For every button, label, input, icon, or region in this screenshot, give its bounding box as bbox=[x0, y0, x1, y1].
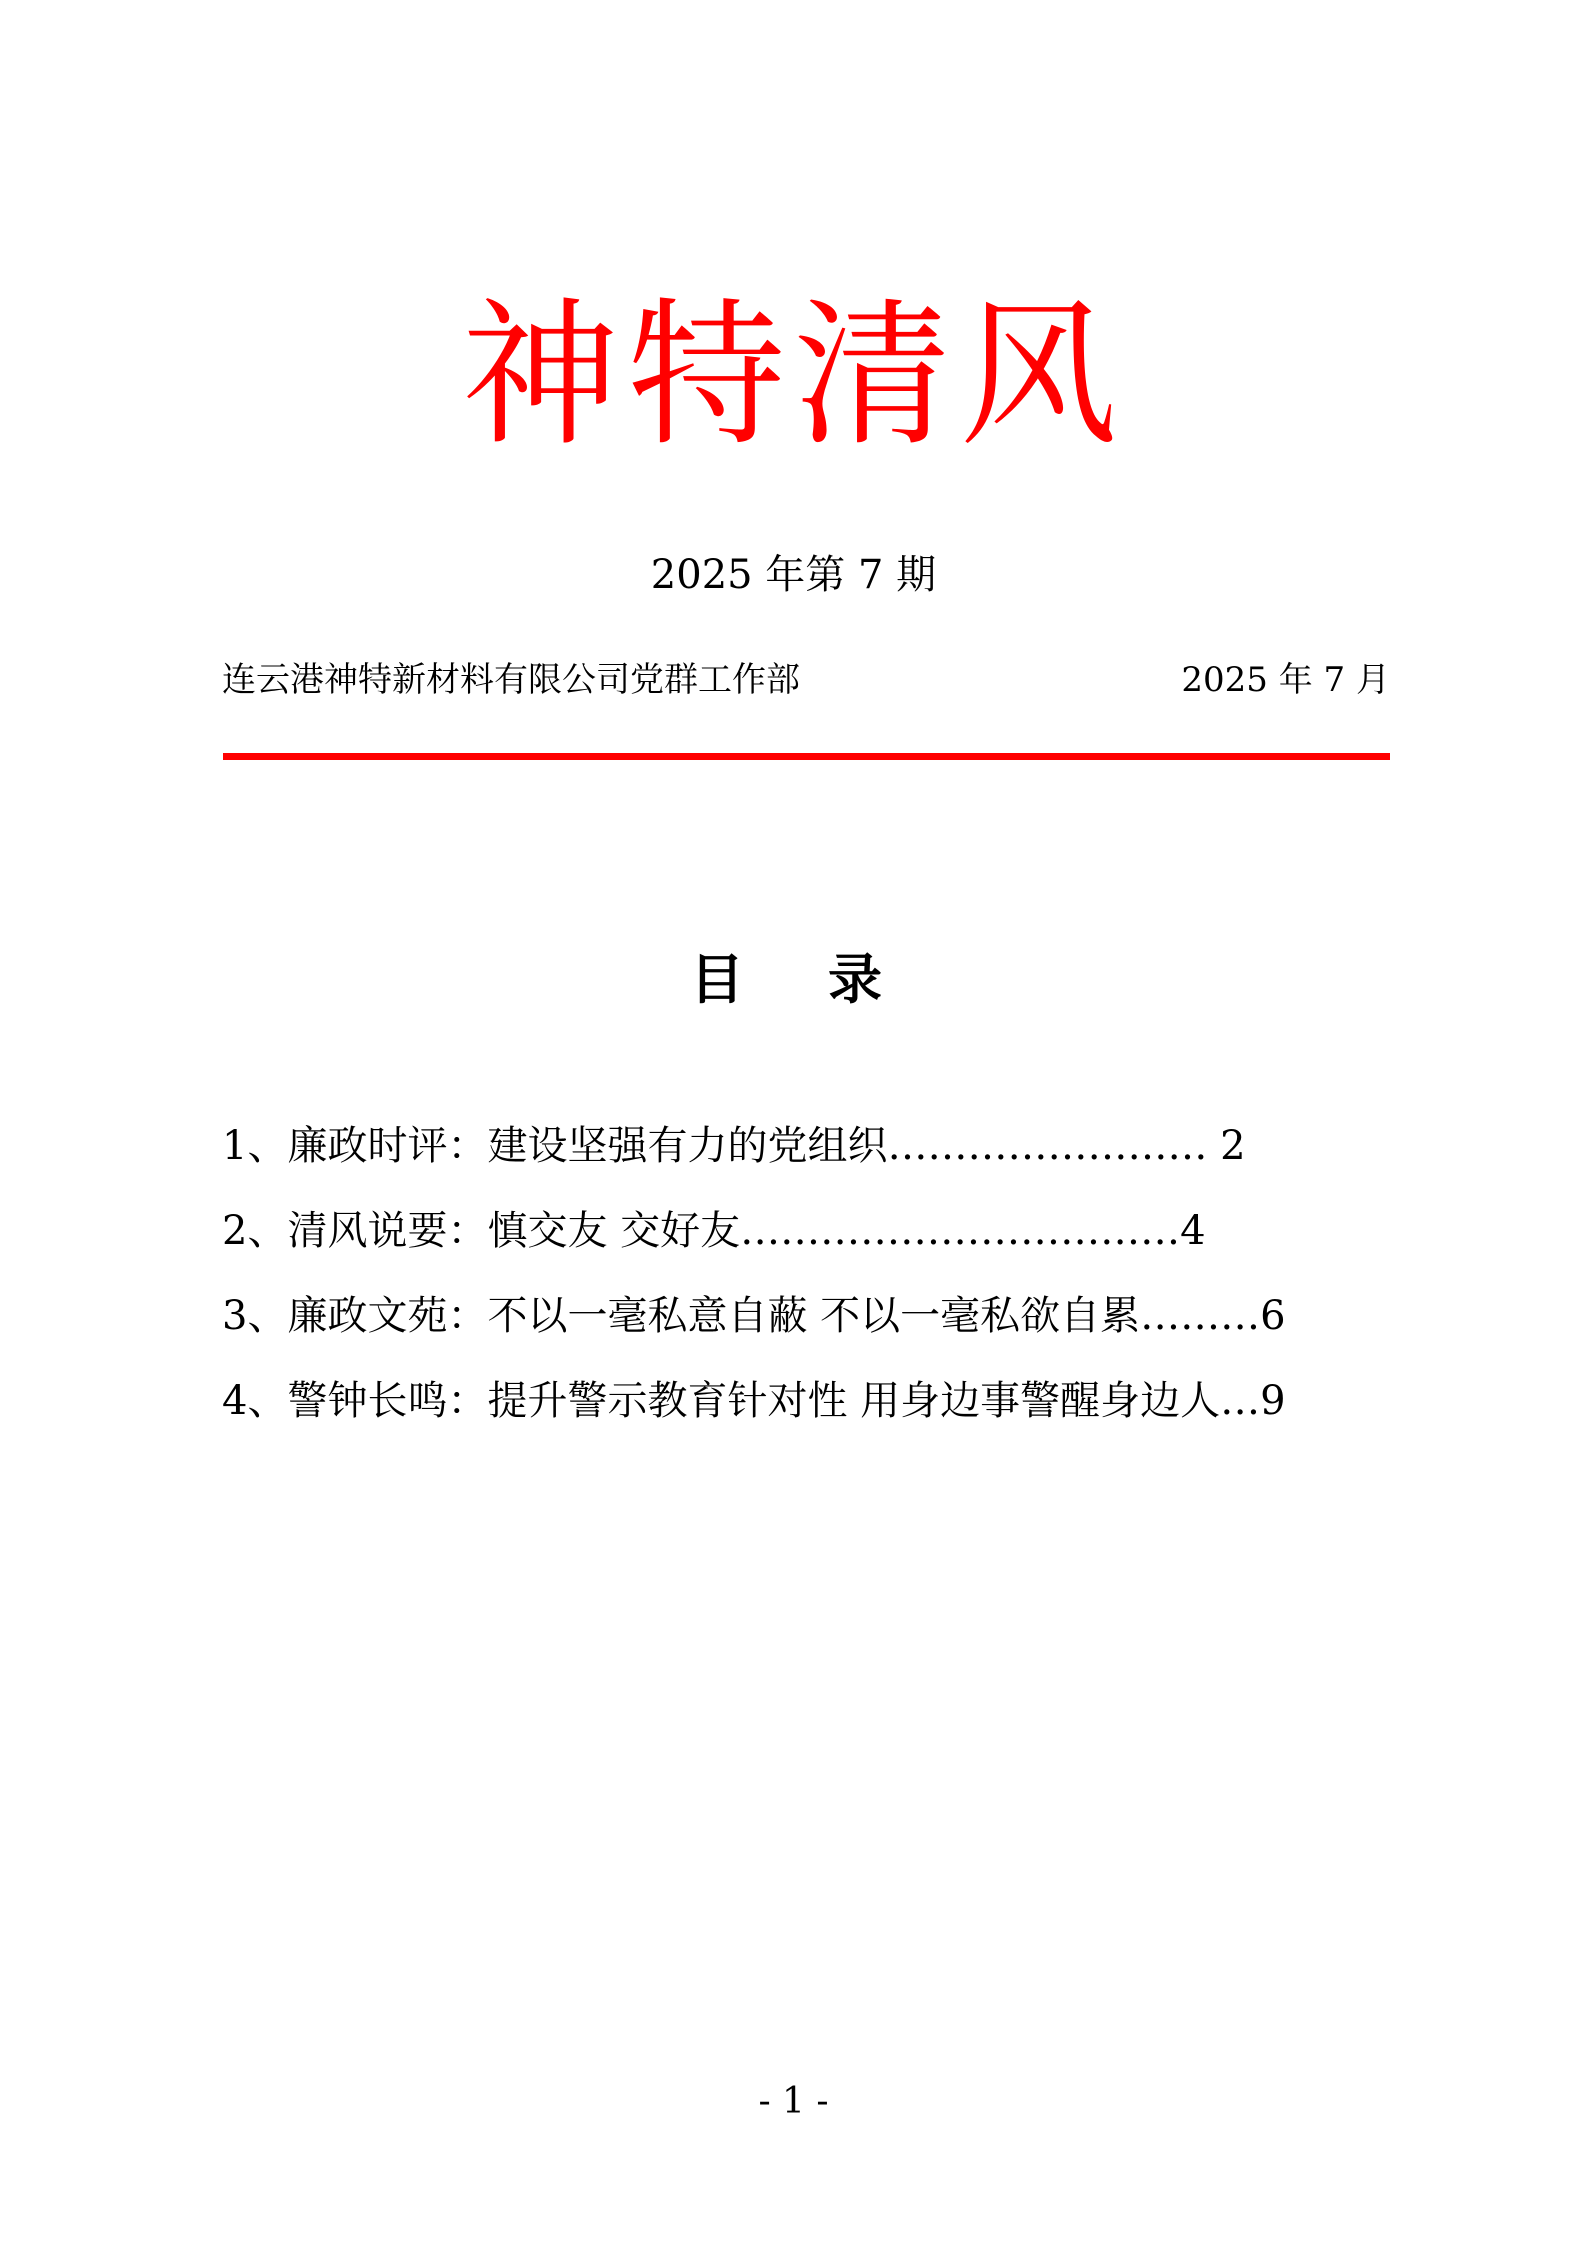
issue-number: 2025 年第 7 期 bbox=[650, 552, 937, 598]
page-number: - 1 - bbox=[758, 2081, 829, 2122]
newsletter-title: 神特清风 bbox=[461, 284, 1126, 468]
red-divider-rule bbox=[223, 753, 1390, 760]
toc-item: 1、廉政时评：建设坚强有力的党组织…………………… 2 bbox=[222, 1123, 1246, 1169]
toc-heading: 目 录 bbox=[690, 947, 897, 1011]
toc-list bbox=[222, 1104, 1387, 1444]
publisher-name: 连云港神特新材料有限公司党群工作部 bbox=[222, 660, 800, 700]
publisher-row bbox=[222, 660, 1390, 701]
toc-item: 2、清风说要：慎交友 交好友……………………………4 bbox=[222, 1208, 1206, 1254]
issue-date: 2025 年 7 月 bbox=[1181, 660, 1390, 700]
toc-item: 3、廉政文苑：不以一毫私意自蔽 不以一毫私欲自累………6 bbox=[222, 1293, 1286, 1339]
toc-item: 4、警钟长鸣：提升警示教育针对性 用身边事警醒身边人…9 bbox=[222, 1378, 1286, 1424]
